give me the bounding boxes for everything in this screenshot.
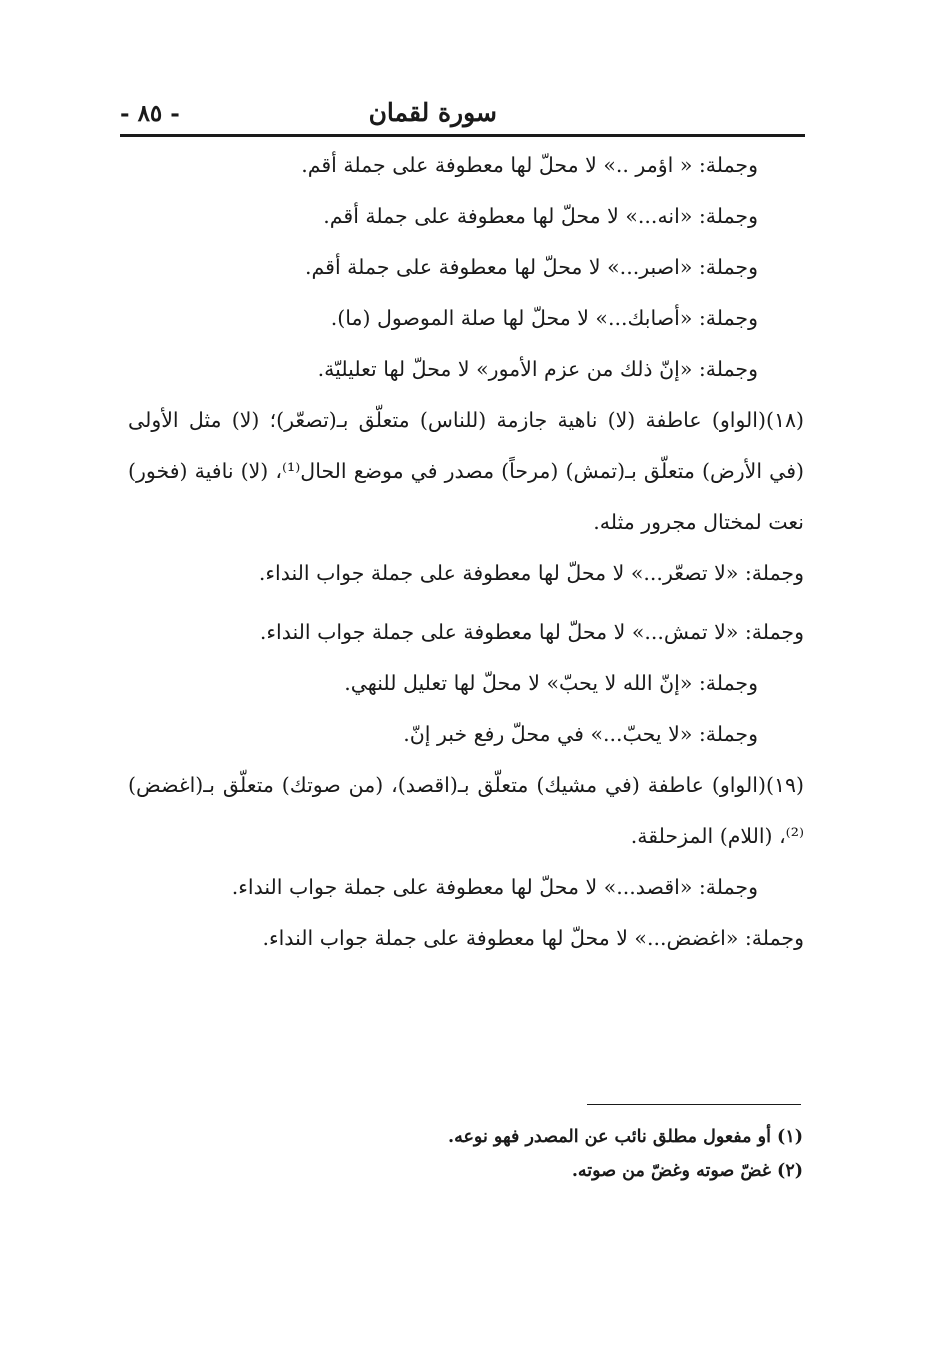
surah-title: سورة لقمان <box>368 98 497 127</box>
verse-18-sentence-tusaer: وجملة: «لا تصعّر...» لا محلّ لها معطوفة على جملة جواب النداء. <box>258 561 804 585</box>
verse-19-sentence-ighdud: وجملة: «اغضض...» لا محلّ لها معطوفة على جملة جواب النداء. <box>262 926 804 950</box>
verse-18-sentence-inna-allah: وجملة: «إنّ الله لا يحبّ» لا محلّ لها تعليل للنهي. <box>344 671 758 695</box>
footnote-1: (١) أو مفعول مطلق نائب عن المصدر فهو نوعه. <box>447 1127 803 1147</box>
header-rule <box>120 134 805 137</box>
sentence-line-asabak: وجملة: «أصابك...» لا محلّ لها صلة الموصول (ما). <box>330 306 758 330</box>
verse-19-parsing: (١٩)(الواو) عاطفة (في مشيك) متعلّق بـ(اقصد)، (من صوتك) متعلّق بـ(اغضض)⁽²⁾، (اللام) المزحلقة. <box>128 773 804 848</box>
verse-18-sentence-tamshi: وجملة: «لا تمش...» لا محلّ لها معطوفة على جملة جواب النداء. <box>259 620 804 644</box>
sentence-line-isbir: وجملة: «اصبر...» لا محلّ لها معطوفة على جملة أقم. <box>305 255 758 279</box>
page-number: - ٨٥ - <box>120 100 180 127</box>
sentence-line-inna-dhalik: وجملة: «إنّ ذلك من عزم الأمور» لا محلّ لها تعليليّة. <box>317 357 758 381</box>
footnotes <box>303 1120 803 1188</box>
page-body <box>128 140 804 964</box>
sentence-line-amr: وجملة: « اؤمر ..» لا محلّ لها معطوفة على جملة أقم. <box>301 153 758 177</box>
footnote-2: (٢) غضّ صوته وغضّ من صوته. <box>571 1161 803 1181</box>
footnote-separator <box>587 1104 801 1105</box>
verse-18-parsing: (١٨)(الواو) عاطفة (لا) ناهية جازمة (للناس) متعلّق بـ(تصعّر)؛ (لا) مثل الأولى (في الأرض) متعلّق بـ(تمش) (مرحاً) مصدر في موضع الحال⁽¹⁾، (لا) نافية (فخور) نعت لمختال مجرور مثله. <box>128 408 804 534</box>
page-header <box>120 96 805 136</box>
sentence-line-inh: وجملة: «انه...» لا محلّ لها معطوفة على جملة أقم. <box>323 204 758 228</box>
verse-18-sentence-la-yuhibb: وجملة: «لا يحبّ...» في محلّ رفع خبر إنّ. <box>403 722 758 746</box>
verse-19-sentence-iqsid: وجملة: «اقصد...» لا محلّ لها معطوفة على جملة جواب النداء. <box>231 875 758 899</box>
